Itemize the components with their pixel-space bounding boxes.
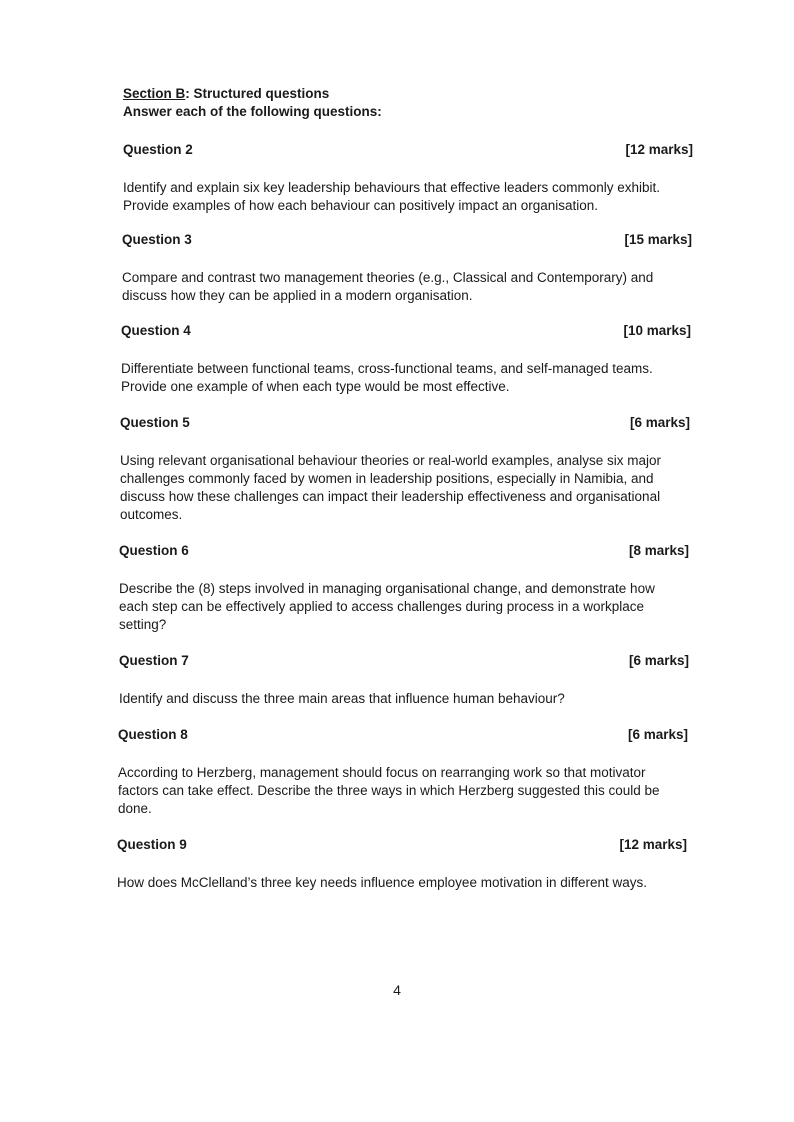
question-label: Question 3 [122,232,192,247]
question-text-line: Identify and discuss the three main areas that influence human behaviour? [119,691,565,706]
question-2 [123,142,693,215]
question-text-line: discuss how these challenges can impact their leadership effectiveness and organisational [120,489,661,504]
question-label: Question 8 [118,727,188,742]
question-heading [119,653,689,671]
question-4 [121,323,691,396]
question-marks: [6 marks] [629,415,690,430]
question-text-line: According to Herzberg, management should focus on rearranging work so that motivator [118,765,646,780]
section-header [123,85,382,121]
question-3 [122,232,692,305]
question-marks: [6 marks] [628,653,689,668]
question-heading [117,837,687,855]
question-7 [119,653,689,708]
question-text-line: discuss how they can be applied in a modern organisation. [122,288,473,303]
question-marks: [12 marks] [625,142,693,157]
question-text-line: setting? [119,617,167,632]
question-label: Question 7 [119,653,189,668]
question-text-line: Differentiate between functional teams, cross-functional teams, and self-managed teams. [121,361,653,376]
page-number: 4 [393,982,401,998]
question-label: Question 6 [119,543,189,558]
question-text-line: outcomes. [120,507,183,522]
question-text-line: Provide examples of how each behaviour can positively impact an organisation. [123,198,599,213]
question-heading [120,415,690,433]
question-marks: [10 marks] [623,323,691,338]
question-text [118,764,688,818]
question-text-line: Compare and contrast two management theories (e.g., Classical and Contemporary) and [122,270,654,285]
question-6 [119,543,689,634]
question-marks: [15 marks] [624,232,692,247]
question-text [122,269,692,305]
question-marks: [6 marks] [627,727,688,742]
question-text-line: factors can take effect. Describe the three ways in which Herzberg suggested this could be [118,783,660,798]
question-text-line: done. [118,801,152,816]
question-text-line: each step can be effectively applied to access challenges during process in a workplace [119,599,645,614]
question-text-line: Provide one example of when each type would be most effective. [121,379,510,394]
question-heading [121,323,691,341]
question-8 [118,727,688,818]
question-text [123,179,693,215]
question-text [117,874,687,892]
section-title: : Structured questions [185,86,330,101]
question-text-line: Identify and explain six key leadership behaviours that effective leaders commonly exhibit. [123,180,661,195]
question-label: Question 4 [121,323,191,338]
question-heading [122,232,692,250]
question-text-line: How does McClelland’s three key needs influence employee motivation in different ways. [117,875,648,890]
question-heading [118,727,688,745]
question-text-line: Using relevant organisational behaviour theories or real-world examples, analyse six major [120,453,662,468]
question-text [120,452,690,524]
question-label: Question 2 [123,142,193,157]
section-instruction: Answer each of the following questions: [123,104,382,119]
question-heading [119,543,689,561]
question-label: Question 9 [117,837,187,852]
question-marks: [12 marks] [619,837,687,852]
question-text-line: challenges commonly faced by women in leadership positions, especially in Namibia, and [120,471,654,486]
section-label: Section B [123,86,186,101]
question-text [121,360,691,396]
question-text [119,580,689,634]
question-heading [123,142,693,160]
question-text-line: Describe the (8) steps involved in managing organisational change, and demonstrate how [119,581,655,596]
question-label: Question 5 [120,415,190,430]
question-marks: [8 marks] [628,543,689,558]
question-text [119,690,689,708]
question-5 [120,415,690,524]
question-9 [117,837,687,892]
